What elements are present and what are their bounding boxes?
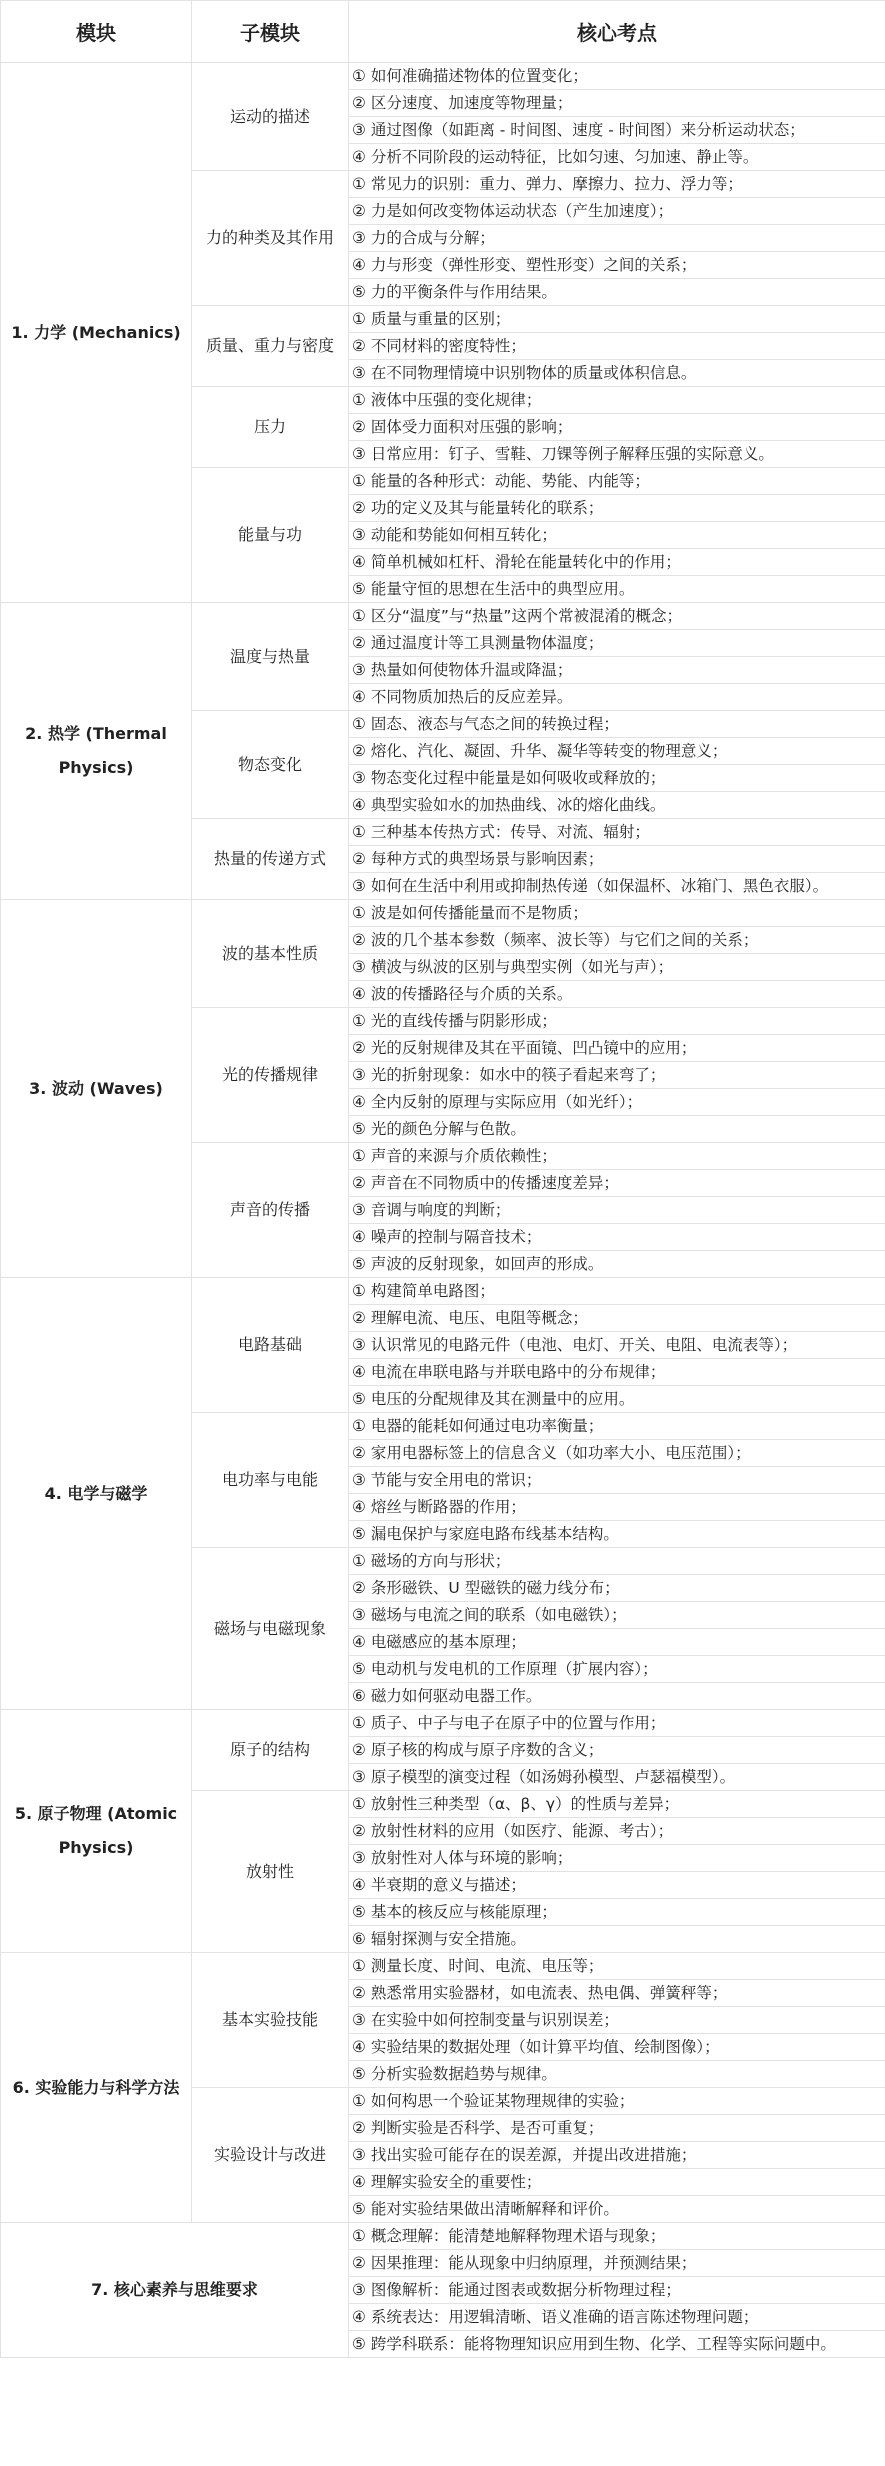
key-point: ② 固体受力面积对压强的影响； — [349, 414, 885, 441]
submodule-cell: 实验设计与改进 — [192, 2088, 349, 2223]
key-point: ② 功的定义及其与能量转化的联系； — [349, 495, 885, 522]
header-points: 核心考点 — [349, 1, 885, 63]
key-point: ④ 系统表达：用逻辑清晰、语义准确的语言陈述物理问题； — [349, 2304, 885, 2331]
key-point: ③ 找出实验可能存在的误差源，并提出改进措施； — [349, 2142, 885, 2169]
submodule-cell: 电功率与电能 — [192, 1413, 349, 1548]
key-point: ④ 噪声的控制与隔音技术； — [349, 1224, 885, 1251]
key-point: ③ 原子模型的演变过程（如汤姆孙模型、卢瑟福模型）。 — [349, 1764, 885, 1791]
key-point: ⑤ 能对实验结果做出清晰解释和评价。 — [349, 2196, 885, 2223]
key-point: ① 区分“温度”与“热量”这两个常被混淆的概念； — [349, 603, 885, 630]
header-row — [1, 1, 885, 63]
table-row — [1, 63, 885, 90]
key-point: ④ 力与形变（弹性形变、塑性形变）之间的关系； — [349, 252, 885, 279]
key-point: ① 构建简单电路图； — [349, 1278, 885, 1305]
key-point: ① 质量与重量的区别； — [349, 306, 885, 333]
key-point: ③ 认识常见的电路元件（电池、电灯、开关、电阻、电流表等）； — [349, 1332, 885, 1359]
submodule-cell: 磁场与电磁现象 — [192, 1548, 349, 1710]
key-point: ② 每种方式的典型场景与影响因素； — [349, 846, 885, 873]
submodule-cell: 基本实验技能 — [192, 1953, 349, 2088]
key-point: ① 能量的各种形式：动能、势能、内能等； — [349, 468, 885, 495]
submodule-cell: 温度与热量 — [192, 603, 349, 711]
key-point: ④ 电流在串联电路与并联电路中的分布规律； — [349, 1359, 885, 1386]
table-row — [1, 1953, 885, 1980]
key-point: ② 不同材料的密度特性； — [349, 333, 885, 360]
key-point: ⑤ 电动机与发电机的工作原理（扩展内容）； — [349, 1656, 885, 1683]
key-point: ③ 磁场与电流之间的联系（如电磁铁）； — [349, 1602, 885, 1629]
key-point: ② 熔化、汽化、凝固、升华、凝华等转变的物理意义； — [349, 738, 885, 765]
key-point: ① 声音的来源与介质依赖性； — [349, 1143, 885, 1170]
key-point: ② 通过温度计等工具测量物体温度； — [349, 630, 885, 657]
key-point: ② 原子核的构成与原子序数的含义； — [349, 1737, 885, 1764]
key-point: ① 三种基本传热方式：传导、对流、辐射； — [349, 819, 885, 846]
key-point: ⑤ 基本的核反应与核能原理； — [349, 1899, 885, 1926]
key-point: ③ 在不同物理情境中识别物体的质量或体积信息。 — [349, 360, 885, 387]
key-point: ⑤ 电压的分配规律及其在测量中的应用。 — [349, 1386, 885, 1413]
key-point: ⑤ 能量守恒的思想在生活中的典型应用。 — [349, 576, 885, 603]
key-point: ① 波是如何传播能量而不是物质； — [349, 900, 885, 927]
submodule-cell: 放射性 — [192, 1791, 349, 1953]
key-point: ④ 电磁感应的基本原理； — [349, 1629, 885, 1656]
key-point: ② 判断实验是否科学、是否可重复； — [349, 2115, 885, 2142]
module-cell: 1. 力学 (Mechanics) — [1, 63, 192, 603]
key-point: ④ 不同物质加热后的反应差异。 — [349, 684, 885, 711]
key-point: ③ 热量如何使物体升温或降温； — [349, 657, 885, 684]
submodule-cell: 质量、重力与密度 — [192, 306, 349, 387]
key-point: ① 光的直线传播与阴影形成； — [349, 1008, 885, 1035]
key-point: ② 声音在不同物质中的传播速度差异； — [349, 1170, 885, 1197]
table-row — [1, 1278, 885, 1305]
key-point: ③ 横波与纵波的区别与典型实例（如光与声）； — [349, 954, 885, 981]
submodule-cell: 波的基本性质 — [192, 900, 349, 1008]
key-point: ⑥ 磁力如何驱动电器工作。 — [349, 1683, 885, 1710]
key-point: ③ 力的合成与分解； — [349, 225, 885, 252]
key-point: ① 固态、液态与气态之间的转换过程； — [349, 711, 885, 738]
key-point: ② 理解电流、电压、电阻等概念； — [349, 1305, 885, 1332]
submodule-cell: 原子的结构 — [192, 1710, 349, 1791]
key-point: ④ 典型实验如水的加热曲线、冰的熔化曲线。 — [349, 792, 885, 819]
key-point: ④ 波的传播路径与介质的关系。 — [349, 981, 885, 1008]
module-cell: 3. 波动 (Waves) — [1, 900, 192, 1278]
submodule-cell: 物态变化 — [192, 711, 349, 819]
key-point: ③ 动能和势能如何相互转化； — [349, 522, 885, 549]
key-point: ① 概念理解：能清楚地解释物理术语与现象； — [349, 2223, 885, 2250]
key-point: ③ 节能与安全用电的常识； — [349, 1467, 885, 1494]
key-point: ③ 音调与响度的判断； — [349, 1197, 885, 1224]
key-point: ③ 日常应用：钉子、雪鞋、刀锞等例子解释压强的实际意义。 — [349, 441, 885, 468]
key-point: ⑤ 力的平衡条件与作用结果。 — [349, 279, 885, 306]
key-point: ④ 简单机械如杠杆、滑轮在能量转化中的作用； — [349, 549, 885, 576]
key-point: ① 如何准确描述物体的位置变化； — [349, 63, 885, 90]
key-point: ③ 物态变化过程中能量是如何吸收或释放的； — [349, 765, 885, 792]
submodule-cell: 力的种类及其作用 — [192, 171, 349, 306]
key-point: ⑤ 漏电保护与家庭电路布线基本结构。 — [349, 1521, 885, 1548]
key-point: ⑤ 分析实验数据趋势与规律。 — [349, 2061, 885, 2088]
submodule-cell: 压力 — [192, 387, 349, 468]
key-point: ② 光的反射规律及其在平面镜、凹凸镜中的应用； — [349, 1035, 885, 1062]
header-module: 模块 — [1, 1, 192, 63]
key-point: ③ 在实验中如何控制变量与识别误差； — [349, 2007, 885, 2034]
key-point: ② 家用电器标签上的信息含义（如功率大小、电压范围）； — [349, 1440, 885, 1467]
submodule-cell: 声音的传播 — [192, 1143, 349, 1278]
module-cell: 7. 核心素养与思维要求 — [1, 2223, 349, 2358]
key-point: ③ 如何在生活中利用或抑制热传递（如保温杯、冰箱门、黑色衣服）。 — [349, 873, 885, 900]
key-point: ③ 光的折射现象：如水中的筷子看起来弯了； — [349, 1062, 885, 1089]
key-point: ④ 半衰期的意义与描述； — [349, 1872, 885, 1899]
key-point: ① 磁场的方向与形状； — [349, 1548, 885, 1575]
key-point: ② 放射性材料的应用（如医疗、能源、考古）； — [349, 1818, 885, 1845]
key-point: ③ 放射性对人体与环境的影响； — [349, 1845, 885, 1872]
key-point: ① 质子、中子与电子在原子中的位置与作用； — [349, 1710, 885, 1737]
key-point: ④ 理解实验安全的重要性； — [349, 2169, 885, 2196]
module-cell: 4. 电学与磁学 — [1, 1278, 192, 1710]
key-point: ① 测量长度、时间、电流、电压等； — [349, 1953, 885, 1980]
key-point: ⑥ 辐射探测与安全措施。 — [349, 1926, 885, 1953]
key-point: ③ 图像解析：能通过图表或数据分析物理过程； — [349, 2277, 885, 2304]
module-cell: 5. 原子物理 (Atomic Physics) — [1, 1710, 192, 1953]
key-point: ② 力是如何改变物体运动状态（产生加速度）； — [349, 198, 885, 225]
key-point: ① 放射性三种类型（α、β、γ）的性质与差异； — [349, 1791, 885, 1818]
key-point: ① 液体中压强的变化规律； — [349, 387, 885, 414]
submodule-cell: 电路基础 — [192, 1278, 349, 1413]
key-point: ② 区分速度、加速度等物理量； — [349, 90, 885, 117]
table-row — [1, 603, 885, 630]
key-point: ③ 通过图像（如距离 - 时间图、速度 - 时间图）来分析运动状态； — [349, 117, 885, 144]
submodule-cell: 光的传播规律 — [192, 1008, 349, 1143]
table-row — [1, 1710, 885, 1737]
key-point: ④ 全内反射的原理与实际应用（如光纤）； — [349, 1089, 885, 1116]
key-point: ① 电器的能耗如何通过电功率衡量； — [349, 1413, 885, 1440]
key-point: ② 波的几个基本参数（频率、波长等）与它们之间的关系； — [349, 927, 885, 954]
key-point: ② 熟悉常用实验器材，如电流表、热电偶、弹簧秤等； — [349, 1980, 885, 2007]
key-point: ① 常见力的识别：重力、弹力、摩擦力、拉力、浮力等； — [349, 171, 885, 198]
key-point: ⑤ 跨学科联系：能将物理知识应用到生物、化学、工程等实际问题中。 — [349, 2331, 885, 2358]
table-row — [1, 2223, 885, 2250]
key-point: ④ 实验结果的数据处理（如计算平均值、绘制图像）； — [349, 2034, 885, 2061]
key-point: ① 如何构思一个验证某物理规律的实验； — [349, 2088, 885, 2115]
key-point: ⑤ 光的颜色分解与色散。 — [349, 1116, 885, 1143]
table-row — [1, 900, 885, 927]
key-point: ④ 熔丝与断路器的作用； — [349, 1494, 885, 1521]
key-point: ② 因果推理：能从现象中归纳原理，并预测结果； — [349, 2250, 885, 2277]
module-cell: 2. 热学 (Thermal Physics) — [1, 603, 192, 900]
submodule-cell: 热量的传递方式 — [192, 819, 349, 900]
key-point: ④ 分析不同阶段的运动特征，比如匀速、匀加速、静止等。 — [349, 144, 885, 171]
key-point: ② 条形磁铁、U 型磁铁的磁力线分布； — [349, 1575, 885, 1602]
submodule-cell: 运动的描述 — [192, 63, 349, 171]
header-submodule: 子模块 — [192, 1, 349, 63]
key-point: ⑤ 声波的反射现象，如回声的形成。 — [349, 1251, 885, 1278]
submodule-cell: 能量与功 — [192, 468, 349, 603]
module-cell: 6. 实验能力与科学方法 — [1, 1953, 192, 2223]
